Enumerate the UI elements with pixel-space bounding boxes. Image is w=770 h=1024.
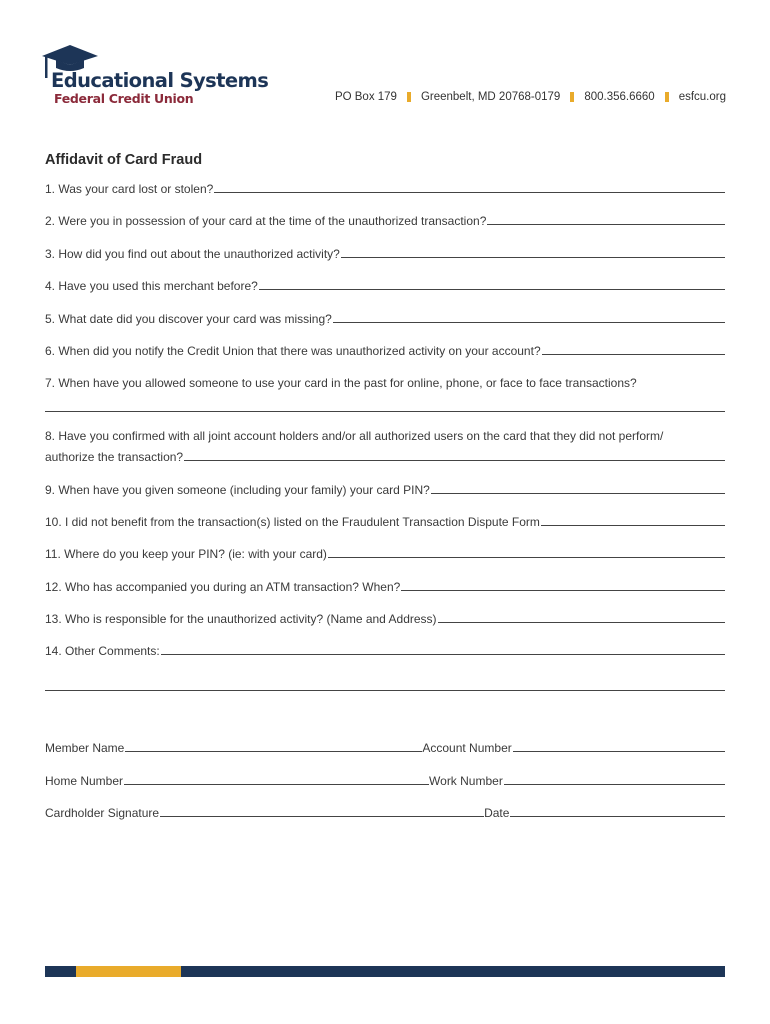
- logo: [42, 42, 269, 108]
- question-9: 9. When have you given someone (including your family) your card PIN?: [45, 480, 725, 501]
- footer-bar-navy-long: [181, 966, 725, 977]
- separator: [407, 92, 411, 102]
- question-8: 8. Have you confirmed with all joint account holders and/or all authorized users on the card that they did not perform/: [45, 429, 664, 443]
- answer-line[interactable]: [401, 577, 725, 591]
- question-11: 11. Where do you keep your PIN? (ie: with your card): [45, 544, 725, 565]
- home-number-row: [45, 771, 725, 792]
- question-8-continued: authorize the transaction?: [45, 447, 725, 468]
- work-number-field[interactable]: [504, 771, 725, 785]
- footer-color-bar: [45, 966, 725, 977]
- answer-line[interactable]: [45, 690, 725, 691]
- question-5: 5. What date did you discover your card was missing?: [45, 309, 725, 330]
- work-number-label: Work Number: [429, 774, 503, 788]
- account-number-field[interactable]: [513, 738, 725, 752]
- signature-field[interactable]: [160, 803, 484, 817]
- answer-line[interactable]: [333, 309, 725, 323]
- answer-line[interactable]: [184, 447, 725, 461]
- question-6: 6. When did you notify the Credit Union that there was unauthorized activity on your account?: [45, 341, 725, 362]
- po-box: PO Box 179: [334, 91, 397, 103]
- account-number-label: Account Number: [422, 741, 512, 755]
- answer-line[interactable]: [259, 276, 725, 290]
- logo-subtitle: Federal Credit Union: [54, 91, 194, 106]
- home-number-label: Home Number: [45, 774, 124, 788]
- answer-line[interactable]: [328, 544, 725, 558]
- question-4: 4. Have you used this merchant before?: [45, 276, 725, 297]
- signature-label: Cardholder Signature: [45, 806, 160, 820]
- separator: [570, 92, 574, 102]
- member-name-label: Member Name: [45, 741, 125, 755]
- question-7: 7. When have you allowed someone to use your card in the past for online, phone, or face to face transactions?: [45, 376, 637, 390]
- member-name-field[interactable]: [125, 738, 422, 752]
- question-2: 2. Were you in possession of your card at the time of the unauthorized transaction?: [45, 211, 725, 232]
- logo-name: Educational Systems: [51, 69, 269, 92]
- separator: [665, 92, 669, 102]
- contact-info: [335, 91, 726, 103]
- home-number-field[interactable]: [124, 771, 429, 785]
- answer-line[interactable]: [431, 480, 725, 494]
- answer-line[interactable]: [161, 641, 725, 655]
- question-14: 14. Other Comments:: [45, 641, 725, 662]
- website: esfcu.org: [678, 91, 726, 103]
- form-title: Affidavit of Card Fraud: [45, 152, 203, 168]
- answer-line[interactable]: [45, 411, 725, 412]
- signature-row: [45, 803, 725, 824]
- answer-line[interactable]: [541, 512, 725, 526]
- question-13: 13. Who is responsible for the unauthorized activity? (Name and Address): [45, 609, 725, 630]
- question-3: 3. How did you find out about the unauthorized activity?: [45, 244, 725, 265]
- footer-bar-navy: [45, 966, 76, 977]
- footer-bar-gold: [76, 966, 181, 977]
- answer-line[interactable]: [214, 179, 725, 193]
- answer-line[interactable]: [341, 244, 725, 258]
- phone-number: 800.356.6660: [584, 91, 655, 103]
- member-name-row: [45, 738, 725, 759]
- question-1: 1. Was your card lost or stolen?: [45, 179, 725, 200]
- city-address: Greenbelt, MD 20768-0179: [420, 91, 561, 103]
- question-12: 12. Who has accompanied you during an ATM transaction? When?: [45, 577, 725, 598]
- question-10: 10. I did not benefit from the transaction(s) listed on the Fraudulent Transaction Dispute Form: [45, 512, 725, 533]
- date-label: Date: [484, 806, 510, 820]
- answer-line[interactable]: [542, 341, 725, 355]
- date-field[interactable]: [510, 803, 725, 817]
- answer-line[interactable]: [438, 609, 725, 623]
- answer-line[interactable]: [487, 211, 725, 225]
